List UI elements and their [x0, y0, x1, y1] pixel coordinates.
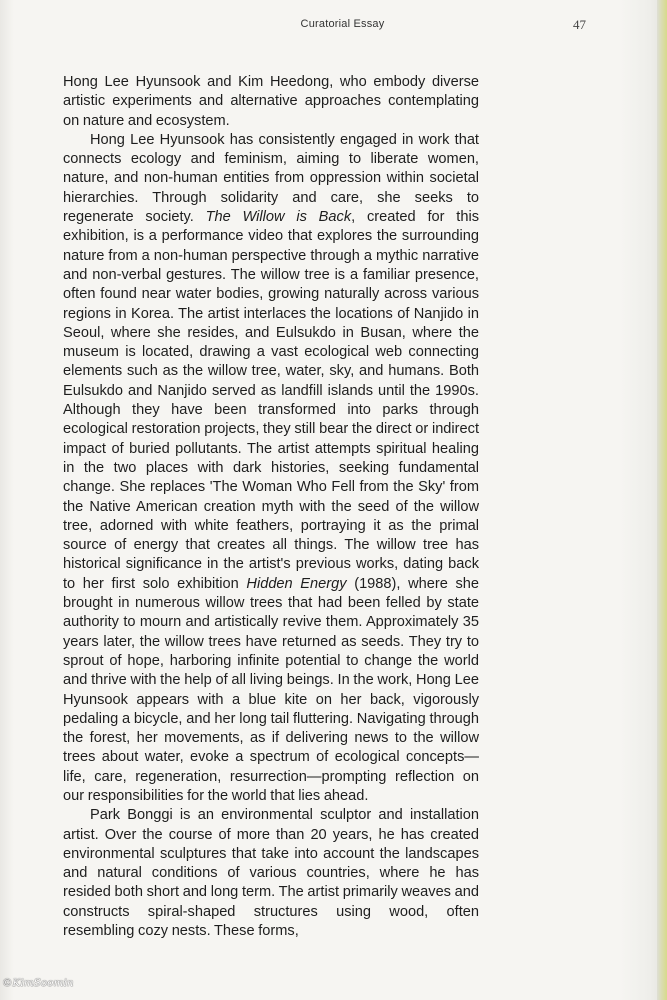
- essay-paragraph: [63, 131, 479, 806]
- essay-paragraph: [63, 73, 479, 131]
- paragraph-text: Park Bonggi is an environmental sculptor and installation artist. Over the course of more than 20 years, he has created environmental sculptures that take into account the landscapes and natural conditions of various countries, where he has resided both short and long term. The artist primarily weaves and constructs spiral-shaped structures using wood, often resembling cozy nests. These forms,: [63, 807, 479, 940]
- paragraph-text: Hong Lee Hyunsook and Kim Heedong, who embody diverse artistic experiments and alternative approaches contemplating on nature and ecosystem.: [63, 74, 479, 129]
- artwork-title: Hidden Energy: [246, 575, 347, 592]
- paragraph-text: , created for this exhibition, is a performance video that explores the surrounding nature from a non-human perspective through a mythic narrative and non-verbal gestures. The willow tree is a familiar presence, often found near water bodies, growing naturally across various regions in Korea. The artist interlaces the locations of Nanjido in Seoul, where she resides, and Eulsukdo in Busan, where the museum is located, drawing a vast ecological web connecting elements such as the willow tree, water, sky, and humans. Both Eulsukdo and Nanjido served as landfill islands until the 1990s. Although they have been transformed into parks through ecological restoration projects, they still bear the direct or indirect impact of buried pollutants. The artist attempts spiritual healing in the two places with dark histories, seeking fundamental change. She replaces 'The Woman Who Fell from the Sky' from the Native American creation myth with the seed of the willow tree, adorned with white feathers, portraying it as the primal source of energy that creates all things. The willow tree has historical significance in the artist's previous works, dating back to her first solo exhibition: [63, 209, 480, 592]
- artwork-title: The Willow is Back: [205, 209, 352, 226]
- running-head-title: Curatorial Essay: [300, 18, 385, 30]
- paragraph-text: Hong Lee Hyunsook has consistently engaged in work that connects ecology and feminism, aiming to liberate women, nature, and non-human entities from oppression within societal hierarchies. Through solidarity and care, she seeks to regenerate society.: [63, 131, 479, 226]
- essay-body: [63, 73, 479, 941]
- page-number: 47: [573, 17, 586, 32]
- paragraph-text: (1988), where she brought in numerous willow trees that had been felled by state authority to mourn and artistically revive them. Approximately 35 years later, the willow trees have returned as seeds. They try to sprout of hope, harboring infinite potential to change the world and thrive with the help of all living beings. In the work, Hong Lee Hyunsook appears with a blue kite on her back, vigorously pedaling a bicycle, and her long tail fluttering. Navigating through the forest, her movements, as if delivering news to the willow trees about water, evoke a spectrum of ecological concepts—life, care, regeneration, resurrection—prompting reflection on our responsibilities for the world that lies ahead.: [63, 575, 480, 804]
- essay-paragraph: [63, 806, 479, 941]
- page-edge-strip: [657, 0, 667, 1000]
- photographer-watermark: ©KimSoomin: [2, 977, 74, 989]
